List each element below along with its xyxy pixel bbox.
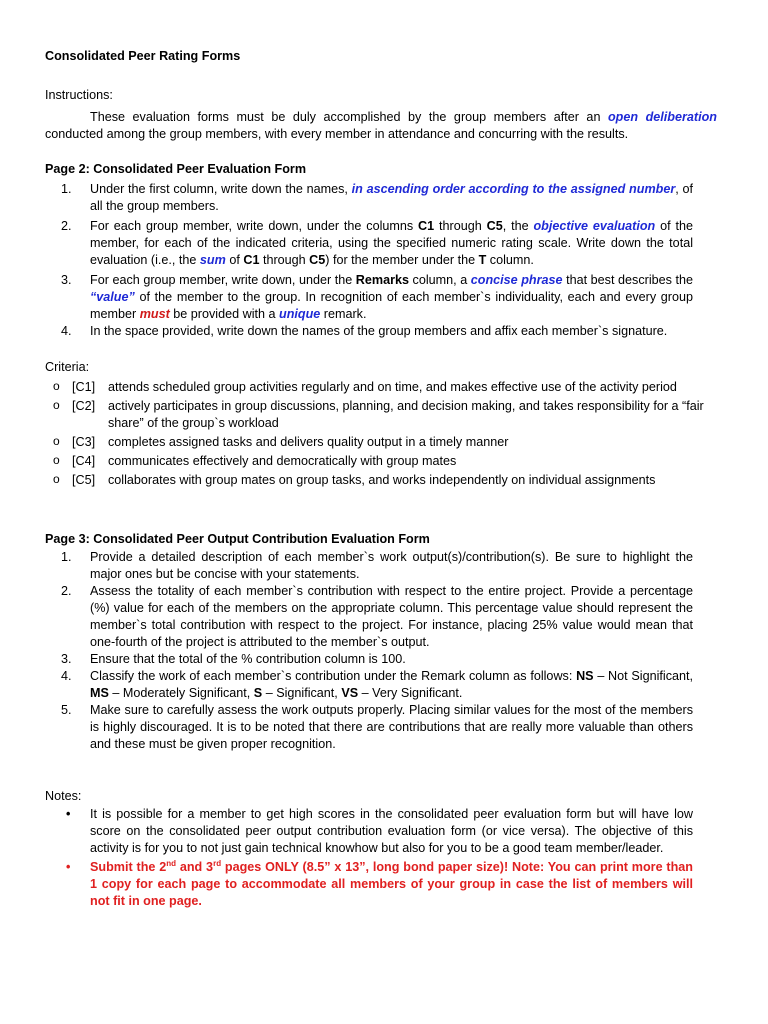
item-emphasis: unique — [279, 307, 321, 321]
item-text: remark. — [320, 307, 367, 321]
item-text: For each group member, write down, under the columns — [90, 219, 419, 233]
item-text: – Very Significant. — [358, 686, 463, 700]
criteria-text: attends scheduled group activities regularly and on time, and makes effective use of the activity period — [108, 380, 677, 394]
item-bold: VS — [341, 686, 359, 700]
item-bold: Remarks — [355, 273, 409, 287]
hollow-bullet-icon: o — [53, 379, 60, 393]
list-item — [45, 549, 693, 583]
item-emphasis: concise phrase — [470, 273, 563, 287]
item-bold: S — [253, 686, 263, 700]
bullet-icon: • — [66, 860, 71, 874]
list-item — [45, 181, 693, 215]
list-item — [45, 651, 693, 668]
notes-list — [45, 806, 693, 910]
list-item — [45, 218, 693, 269]
item-text: of the member, for each of the indicated criteria, using the specified numeric rating scale. Write down the total evaluation (i.e., the — [90, 219, 693, 267]
page3-list — [45, 549, 693, 753]
item-bold: C1 — [418, 219, 435, 233]
item-number: 2. — [61, 584, 72, 598]
item-text: – Not Significant, — [593, 669, 693, 683]
list-item — [45, 668, 693, 702]
item-number: 3. — [61, 273, 72, 287]
item-text: ) for the member under the — [325, 253, 479, 267]
note-item — [45, 806, 693, 857]
hollow-bullet-icon: o — [53, 434, 60, 448]
instructions-text-1: These evaluation forms must be duly accomplished by the group members after an — [90, 110, 608, 124]
page2-heading: Page 2: Consolidated Peer Evaluation Form — [45, 162, 307, 176]
item-bold: MS — [90, 686, 109, 700]
note-text: pages ONLY (8.5” x 13”, long bond paper size)! Note: You can print more than 1 copy for each page to accommodate all members of your group in case the list of members will not fit in one page. — [90, 860, 693, 908]
item-text: Assess the totality of each member`s contribution with respect to the entire project. Provide a percentage (%) value for each of the members on the appropriate column. This percentage value should represent the member`s total contribution with respect to the project. For instance, placing 25% value would mean that one-fourth of the project is attributed to the member`s output. — [90, 584, 693, 649]
criteria-code: [C3] — [72, 435, 96, 449]
page2-list — [45, 181, 693, 340]
item-emphasis: in ascending order according to the assigned number — [351, 182, 676, 196]
item-text: Under the first column, write down the names, — [90, 182, 352, 196]
ordinal-suffix: nd — [166, 858, 177, 868]
note-text: It is possible for a member to get high scores in the consolidated peer evaluation form but will have low score on the consolidated peer output contribution evaluation form (or vice versa). The objective of this activity is for you to not just gain technical knowhow but also for you to be a good team member/leader. — [90, 807, 693, 855]
item-text: , the — [502, 219, 534, 233]
list-item — [45, 323, 693, 340]
item-text: through — [259, 253, 310, 267]
criteria-code: [C2] — [72, 399, 96, 413]
criteria-item — [45, 434, 725, 451]
instructions-text-2: conducted among the group members, with every member in attendance and concurring with the results. — [45, 127, 629, 141]
criteria-text: communicates effectively and democratically with group mates — [108, 454, 457, 468]
criteria-item — [45, 379, 725, 396]
item-text: through — [434, 219, 487, 233]
list-item — [45, 272, 693, 323]
item-number: 4. — [61, 324, 72, 338]
list-item — [45, 583, 693, 651]
hollow-bullet-icon: o — [53, 398, 60, 412]
list-item — [45, 702, 693, 753]
note-text: and 3 — [176, 860, 214, 874]
item-number: 1. — [61, 550, 72, 564]
criteria-item — [45, 472, 725, 489]
item-bold: C5 — [486, 219, 503, 233]
instructions-label: Instructions: — [45, 88, 113, 102]
criteria-code: [C5] — [72, 473, 96, 487]
hollow-bullet-icon: o — [53, 453, 60, 467]
page3-heading: Page 3: Consolidated Peer Output Contribution Evaluation Form — [45, 532, 430, 546]
item-emphasis: sum — [199, 253, 226, 267]
criteria-item — [45, 398, 725, 432]
item-emphasis: “value” — [90, 290, 135, 304]
item-emphasis: objective evaluation — [533, 219, 656, 233]
item-number: 5. — [61, 703, 72, 717]
item-text: of the member to the group. In recognition of each member`s individuality, each and every group member — [90, 290, 693, 321]
item-emphasis-red: must — [139, 307, 170, 321]
criteria-code: [C4] — [72, 454, 96, 468]
ordinal-suffix: rd — [213, 858, 222, 868]
item-text: column, a — [409, 273, 471, 287]
criteria-text: completes assigned tasks and delivers quality output in a timely manner — [108, 435, 509, 449]
bullet-icon: • — [66, 807, 71, 821]
criteria-label: Criteria: — [45, 360, 90, 374]
item-text: that best describes the — [562, 273, 693, 287]
item-number: 2. — [61, 219, 72, 233]
criteria-text: actively participates in group discussions, planning, and decision making, and takes responsibility for a “fair share” of the group`s workload — [108, 399, 704, 430]
criteria-list — [45, 379, 725, 491]
criteria-text: collaborates with group mates on group tasks, and works independently on individual assignments — [108, 473, 656, 487]
instructions-emphasis: open deliberation — [607, 110, 717, 124]
item-text: of — [225, 253, 244, 267]
item-text: Ensure that the total of the % contribution column is 100. — [90, 652, 406, 666]
item-number: 3. — [61, 652, 72, 666]
item-number: 1. — [61, 182, 72, 196]
item-text: – Moderately Significant, — [108, 686, 254, 700]
item-text: – Significant, — [262, 686, 342, 700]
item-bold: NS — [576, 669, 594, 683]
page-title: Consolidated Peer Rating Forms — [45, 49, 241, 63]
item-bold: T — [478, 253, 487, 267]
note-text: Submit the 2 — [90, 860, 167, 874]
note-item-important — [45, 859, 693, 910]
item-text: Make sure to carefully assess the work outputs properly. Placing similar values for the most of the members is highly discouraged. It is to be noted that there are contributions that are really more valuable than others and these must be given proper recognition. — [90, 703, 693, 751]
item-text: be provided with a — [169, 307, 279, 321]
criteria-code: [C1] — [72, 380, 96, 394]
criteria-item — [45, 453, 725, 470]
item-number: 4. — [61, 669, 72, 683]
item-bold: C1 — [243, 253, 260, 267]
item-text: Classify the work of each member`s contribution under the Remark column as follows: — [90, 669, 577, 683]
item-text: column. — [486, 253, 534, 267]
item-text: , of all the group members. — [90, 182, 693, 213]
instructions-paragraph — [45, 109, 717, 143]
item-text: For each group member, write down, under the — [90, 273, 356, 287]
item-text: In the space provided, write down the names of the group members and affix each member`s signature. — [90, 324, 668, 338]
item-text: Provide a detailed description of each member`s work output(s)/contribution(s). Be sure to highlight the major ones but be concise with your statements. — [90, 550, 693, 581]
notes-label: Notes: — [45, 789, 82, 803]
hollow-bullet-icon: o — [53, 472, 60, 486]
item-bold: C5 — [309, 253, 326, 267]
